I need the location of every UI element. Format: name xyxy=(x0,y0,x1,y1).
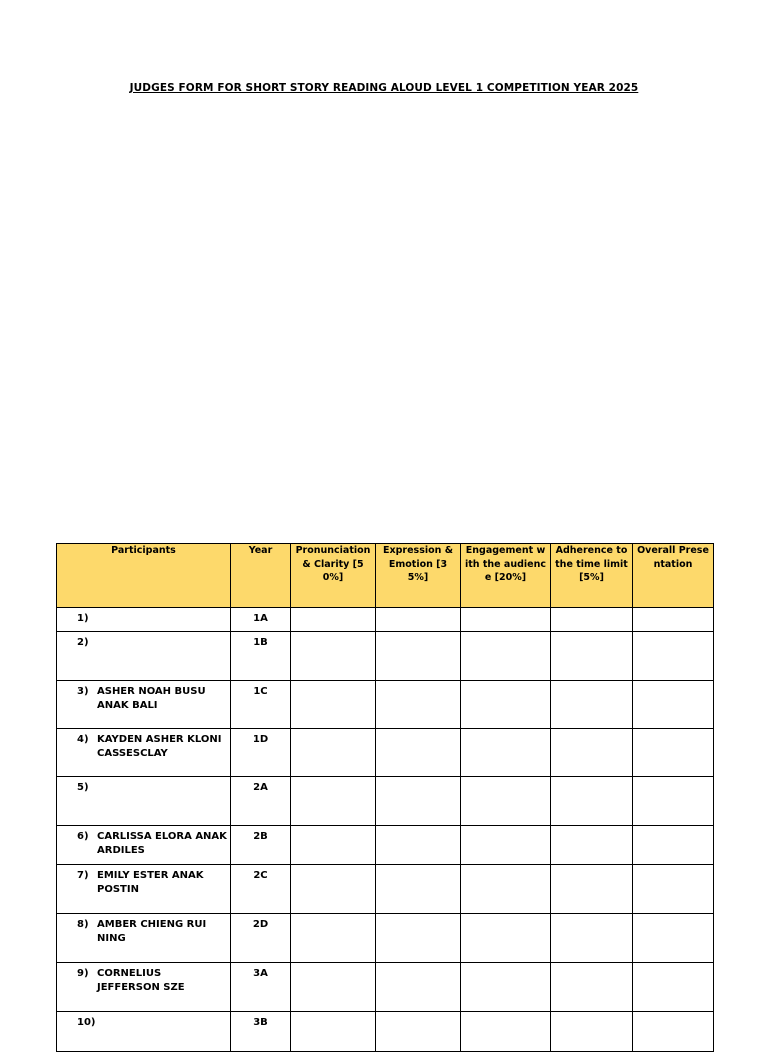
score-cell-overall[interactable] xyxy=(633,963,714,1012)
score-cell-engagement[interactable] xyxy=(461,914,551,963)
score-cell-overall[interactable] xyxy=(633,914,714,963)
participant-number: 5) xyxy=(77,782,89,793)
score-cell-pronunciation[interactable] xyxy=(291,963,376,1012)
year-cell: 3A xyxy=(231,963,291,1012)
table-row xyxy=(57,865,714,914)
header-overall-presentation: Overall Presentation xyxy=(633,544,714,608)
score-cell-time-limit[interactable] xyxy=(551,777,633,826)
score-cell-engagement[interactable] xyxy=(461,963,551,1012)
score-cell-overall[interactable] xyxy=(633,1012,714,1052)
participant-number: 10) xyxy=(77,1017,96,1028)
participant-cell xyxy=(57,865,231,914)
score-cell-engagement[interactable] xyxy=(461,729,551,777)
participant-number: 2) xyxy=(77,637,89,648)
table-row xyxy=(57,826,714,865)
score-cell-pronunciation[interactable] xyxy=(291,826,376,865)
participant-cell xyxy=(57,914,231,963)
score-cell-expression[interactable] xyxy=(376,826,461,865)
year-cell: 3B xyxy=(231,1012,291,1052)
score-cell-overall[interactable] xyxy=(633,608,714,632)
participant-name xyxy=(97,781,227,795)
table-header-row xyxy=(57,544,714,608)
judges-score-table xyxy=(56,543,714,1052)
score-cell-time-limit[interactable] xyxy=(551,1012,633,1052)
score-cell-overall[interactable] xyxy=(633,865,714,914)
score-cell-pronunciation[interactable] xyxy=(291,729,376,777)
header-year: Year xyxy=(231,544,291,608)
score-cell-expression[interactable] xyxy=(376,632,461,681)
table-row xyxy=(57,632,714,681)
score-cell-overall[interactable] xyxy=(633,632,714,681)
score-cell-time-limit[interactable] xyxy=(551,729,633,777)
participant-name: CARLISSA ELORA ANAK ARDILES xyxy=(97,831,227,856)
score-cell-engagement[interactable] xyxy=(461,865,551,914)
year-cell: 1B xyxy=(231,632,291,681)
document-title: JUDGES FORM FOR SHORT STORY READING ALOUD LEVEL 1 COMPETITION YEAR 2025 xyxy=(129,82,639,94)
score-cell-time-limit[interactable] xyxy=(551,914,633,963)
header-time-limit: Adherence to the time limit [5%] xyxy=(551,544,633,608)
participant-name: KAYDEN ASHER KLONI CASSESCLAY xyxy=(97,734,222,759)
table-row xyxy=(57,914,714,963)
participant-cell xyxy=(57,777,231,826)
score-cell-engagement[interactable] xyxy=(461,1012,551,1052)
score-cell-time-limit[interactable] xyxy=(551,681,633,729)
participant-number: 4) xyxy=(77,734,89,745)
score-cell-engagement[interactable] xyxy=(461,681,551,729)
participant-cell xyxy=(57,963,231,1012)
score-cell-expression[interactable] xyxy=(376,729,461,777)
score-cell-overall[interactable] xyxy=(633,826,714,865)
year-cell: 2B xyxy=(231,826,291,865)
participant-number: 1) xyxy=(77,613,89,624)
year-cell: 1A xyxy=(231,608,291,632)
score-cell-pronunciation[interactable] xyxy=(291,632,376,681)
header-engagement: Engagement with the audience [20%] xyxy=(461,544,551,608)
score-cell-engagement[interactable] xyxy=(461,826,551,865)
score-cell-expression[interactable] xyxy=(376,865,461,914)
year-cell: 1D xyxy=(231,729,291,777)
header-pronunciation-clarity: Pronunciation & Clarity [50%] xyxy=(291,544,376,608)
participant-number: 9) xyxy=(77,968,89,979)
participant-cell xyxy=(57,608,231,632)
score-cell-overall[interactable] xyxy=(633,777,714,826)
header-expression-emotion: Expression & Emotion [35%] xyxy=(376,544,461,608)
score-cell-overall[interactable] xyxy=(633,729,714,777)
table-row xyxy=(57,681,714,729)
participant-cell xyxy=(57,1012,231,1052)
participant-number: 8) xyxy=(77,919,89,930)
score-cell-expression[interactable] xyxy=(376,1012,461,1052)
year-cell: 2D xyxy=(231,914,291,963)
score-cell-time-limit[interactable] xyxy=(551,963,633,1012)
score-cell-pronunciation[interactable] xyxy=(291,777,376,826)
score-cell-expression[interactable] xyxy=(376,914,461,963)
score-cell-engagement[interactable] xyxy=(461,608,551,632)
table-row xyxy=(57,729,714,777)
header-participants: Participants xyxy=(57,544,231,608)
participant-name xyxy=(97,612,227,626)
participant-name: CORNELIUS JEFFERSON SZE xyxy=(97,968,185,993)
participant-name: AMBER CHIENG RUI NING xyxy=(97,919,207,944)
participant-number: 7) xyxy=(77,870,89,881)
score-cell-time-limit[interactable] xyxy=(551,865,633,914)
score-cell-expression[interactable] xyxy=(376,681,461,729)
participant-name: EMILY ESTER ANAK POSTIN xyxy=(97,870,204,895)
score-cell-expression[interactable] xyxy=(376,608,461,632)
score-cell-pronunciation[interactable] xyxy=(291,914,376,963)
year-cell: 1C xyxy=(231,681,291,729)
table-row xyxy=(57,963,714,1012)
score-cell-pronunciation[interactable] xyxy=(291,1012,376,1052)
participant-cell xyxy=(57,681,231,729)
participant-number: 6) xyxy=(77,831,89,842)
participant-name xyxy=(97,636,227,650)
participant-number: 3) xyxy=(77,686,89,697)
score-cell-engagement[interactable] xyxy=(461,632,551,681)
participant-cell xyxy=(57,632,231,681)
score-cell-expression[interactable] xyxy=(376,963,461,1012)
score-cell-pronunciation[interactable] xyxy=(291,608,376,632)
score-cell-expression[interactable] xyxy=(376,777,461,826)
participant-name: ASHER NOAH BUSU ANAK BALI xyxy=(97,686,206,711)
table-row xyxy=(57,777,714,826)
score-cell-engagement[interactable] xyxy=(461,777,551,826)
table-row xyxy=(57,608,714,632)
participant-cell xyxy=(57,729,231,777)
year-cell: 2A xyxy=(231,777,291,826)
participant-cell xyxy=(57,826,231,865)
score-cell-overall[interactable] xyxy=(633,681,714,729)
score-cell-pronunciation[interactable] xyxy=(291,681,376,729)
participant-name xyxy=(97,1016,227,1030)
score-cell-time-limit[interactable] xyxy=(551,608,633,632)
score-cell-time-limit[interactable] xyxy=(551,632,633,681)
score-cell-time-limit[interactable] xyxy=(551,826,633,865)
table-row xyxy=(57,1012,714,1052)
year-cell: 2C xyxy=(231,865,291,914)
score-cell-pronunciation[interactable] xyxy=(291,865,376,914)
